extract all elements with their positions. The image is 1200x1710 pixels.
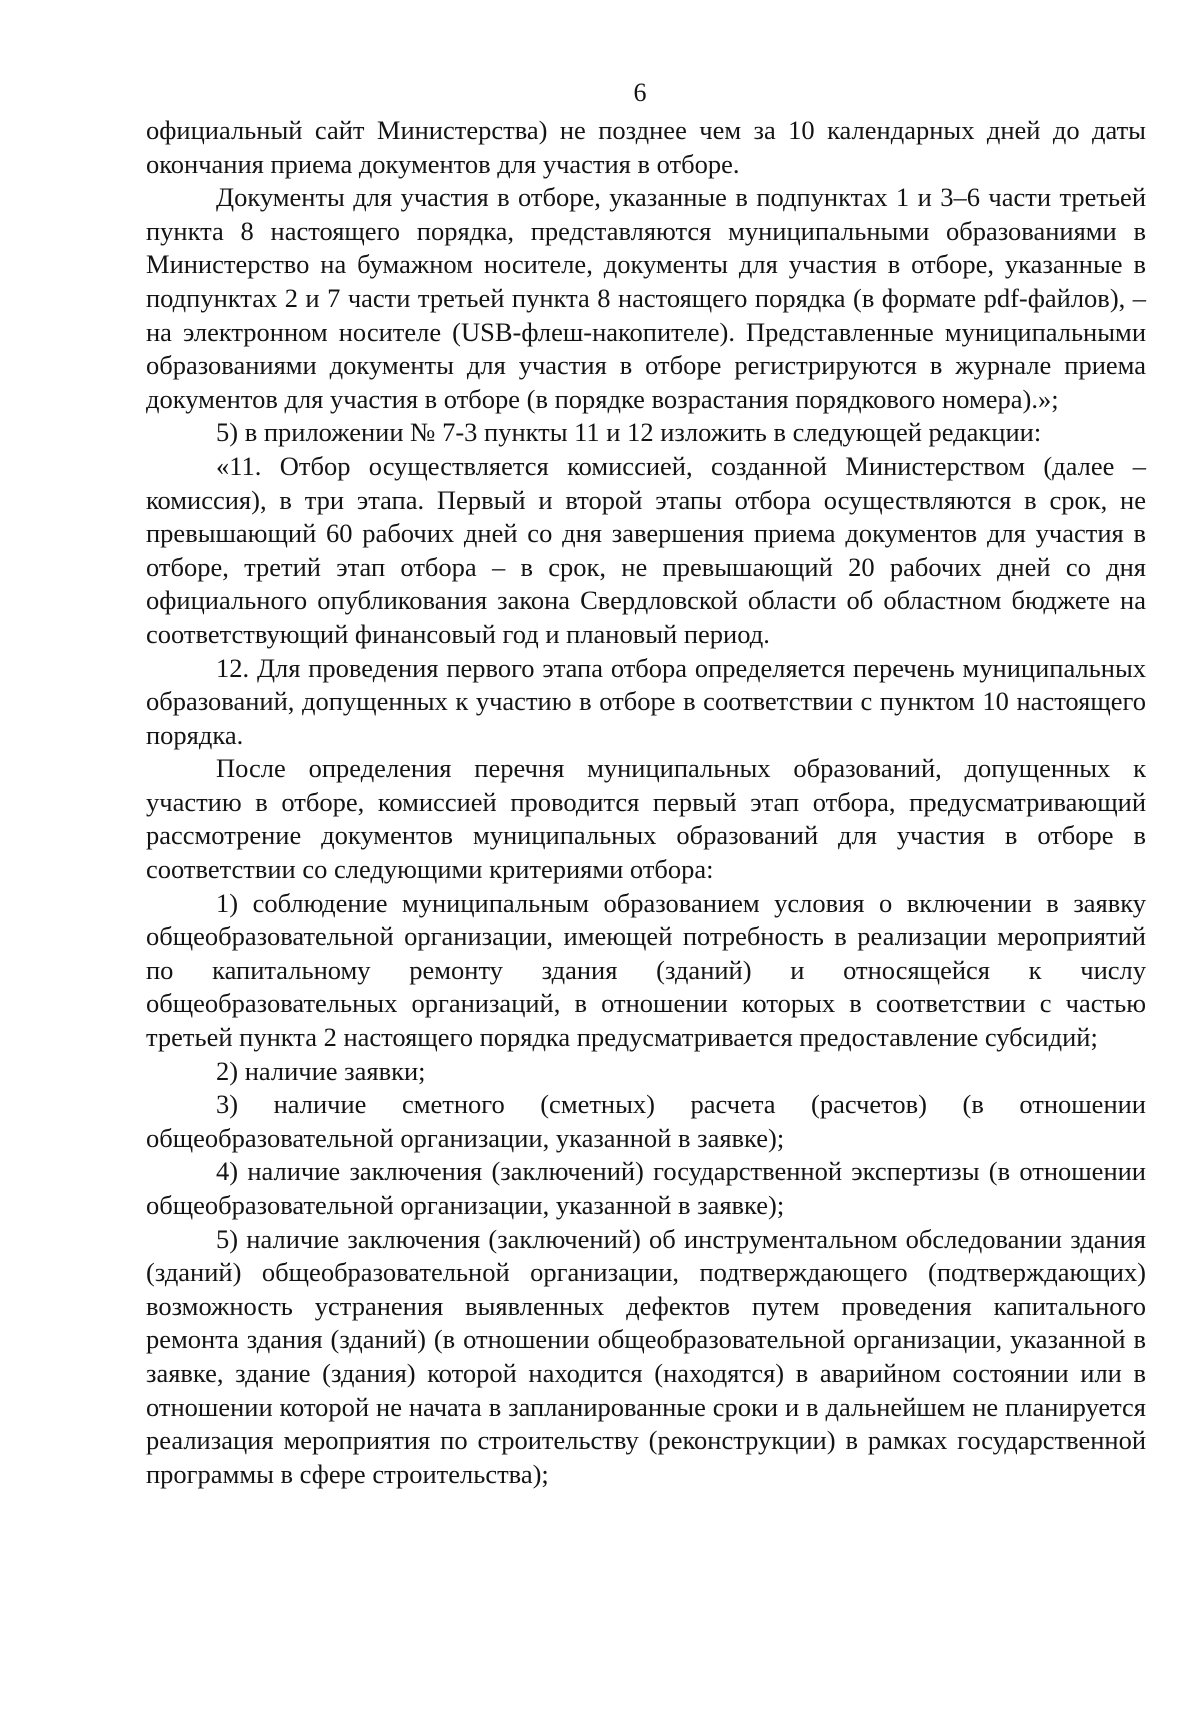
paragraph-continuation: официальный сайт Министерства) не позднее чем за 10 календарных дней до даты окончания приема документов для участия в отборе. xyxy=(146,115,1146,179)
criterion-4: 4) наличие заключения (заключений) государственной экспертизы (в отношении общеобразовательной организации, указанной в заявке); xyxy=(146,1156,1146,1220)
page-number: 6 xyxy=(633,78,647,107)
paragraph-clause-11: «11. Отбор осуществляется комиссией, созданной Министерством (далее – комиссия), в три этапа. Первый и второй этапы отбора осуществляются в срок, не превышающий 60 рабочих дней со дня завершения приема документов для участия в отборе, третий этап отбора – в срок, не превышающий 20 рабочих дней со дня официального опубликования закона Свердловской области об областном бюджете на соответствующий финансовый год и плановый период. xyxy=(146,450,1146,649)
criterion-5: 5) наличие заключения (заключений) об инструментальном обследовании здания (зданий) общеобразовательной организации, подтверждающего (подтверждающих) возможность устранения выявленных дефектов путем проведения капитального ремонта здания (зданий) (в отношении общеобразовательной организации, указанной в заявке, здание (здания) которой находится (находятся) в аварийном состоянии или в отношении которой не начата в запланированные сроки и в дальнейшем не планируется реализация мероприятия по строительству (реконструкции) в рамках государственной программы в сфере строительства); xyxy=(146,1223,1146,1489)
paragraph-documents-submission: Документы для участия в отборе, указанные в подпунктах 1 и 3–6 части третьей пункта 8 настоящего порядка, представляются муниципальными образованиями в Министерство на бумажном носителе, документы для участия в отборе, указанные в подпунктах 2 и 7 части третьей пункта 8 настоящего порядка (в формате pdf-файлов), – на электронном носителе (USB-флеш-накопителе). Представленные муниципальными образованиями документы для участия в отборе регистрируются в журнале приема документов для участия в отборе (в порядке возрастания порядкового номера).»; xyxy=(146,182,1146,414)
paragraph-amendment-item-5: 5) в приложении № 7-3 пункты 11 и 12 изложить в следующей редакции: xyxy=(216,417,1042,448)
criterion-1: 1) соблюдение муниципальным образованием условия о включении в заявку общеобразовательной организации, имеющей потребность в реализации мероприятий по капитальному ремонту здания (зданий) и относящейся к числу общеобразовательных организаций, в отношении которых в соответствии с частью третьей пункта 2 настоящего порядка предусматривается предоставление субсидий; xyxy=(146,887,1146,1053)
document-body xyxy=(146,114,1146,1491)
paragraph-clause-12: 12. Для проведения первого этапа отбора определяется перечень муниципальных образований, допущенных к участию в отборе в соответствии с пунктом 10 настоящего порядка. xyxy=(146,652,1146,750)
criterion-3: 3) наличие сметного (сметных) расчета (расчетов) (в отношении общеобразовательной организации, указанной в заявке); xyxy=(146,1089,1146,1153)
criterion-2: 2) наличие заявки; xyxy=(216,1055,426,1086)
paragraph-first-stage: После определения перечня муниципальных образований, допущенных к участию в отборе, комиссией проводится первый этап отбора, предусматривающий рассмотрение документов муниципальных образований для участия в отборе в соответствии со следующими критериями отбора: xyxy=(146,753,1146,885)
